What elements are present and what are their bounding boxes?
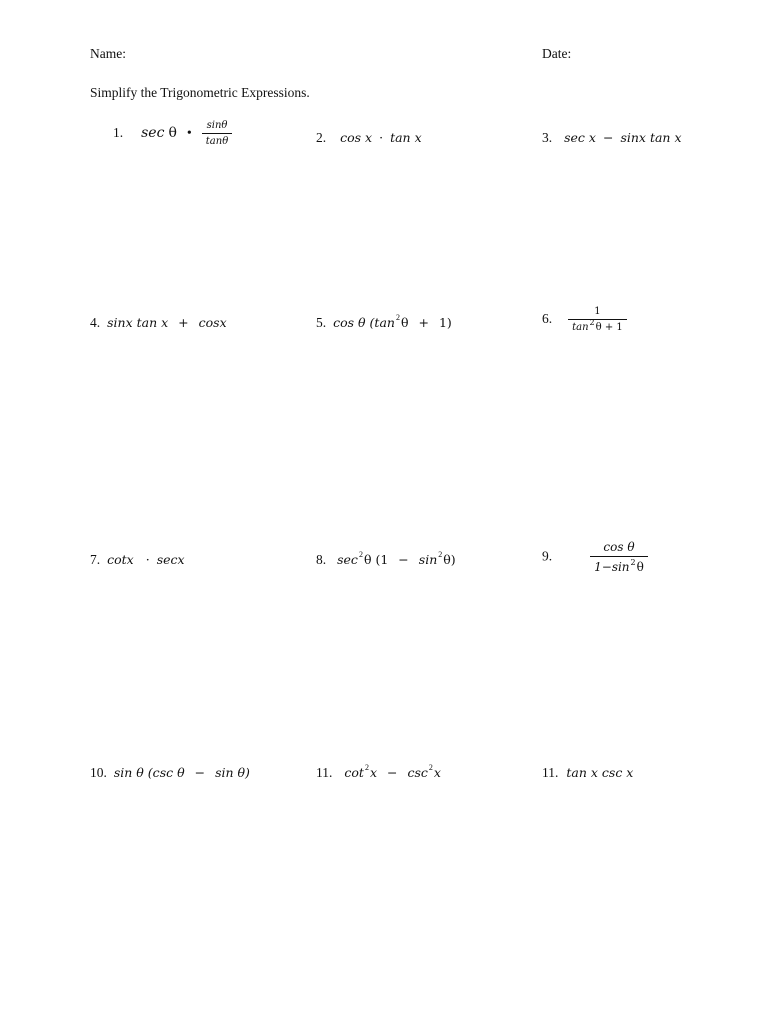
problem-9 xyxy=(542,540,648,574)
problem-number: 3. xyxy=(542,130,553,145)
problem-number: 2. xyxy=(316,130,327,145)
problem-3: 3. sec x − sinx tan x xyxy=(542,130,682,145)
fraction: $\frac{1}{\tan^2\theta + 1}$ xyxy=(568,306,627,333)
date-label: Date: xyxy=(542,46,572,61)
problem-12: 11. tan x csc x xyxy=(542,765,634,780)
problem-number: 6. xyxy=(542,311,553,327)
problem-number: 1. xyxy=(113,125,124,141)
problem-2: 2. cos x · tan x xyxy=(316,130,422,145)
instructions: Simplify the Trigonometric Expressions. xyxy=(90,85,310,100)
problem-5: 5. cos θ $(\tan^2\theta + 1)$ xyxy=(316,313,452,330)
fraction: $\frac{\text{cos θ}}{1-\sin^2\theta}$ xyxy=(590,540,648,574)
problem-10: 10. sin θ (csc θ − sin θ) xyxy=(90,765,250,780)
problem-8: 8. $\sec^2\theta$ $(1 - \sin^2\theta)$ xyxy=(316,550,456,567)
bullet-operator: • xyxy=(186,126,192,142)
problem-number: 9. xyxy=(542,548,553,564)
problem-number: 11. xyxy=(542,765,559,780)
name-label: Name: xyxy=(90,46,126,61)
problem-number: 11. xyxy=(316,765,333,780)
problem-11: 11. $\cot^2x - \csc^2x$ xyxy=(316,763,441,780)
problem-number: 10. xyxy=(90,765,107,780)
problem-number: 5. xyxy=(316,315,327,330)
fraction: $\frac{\sin\theta}{\tan\theta}$ xyxy=(202,120,232,147)
problem-number: 8. xyxy=(316,552,327,567)
problem-6 xyxy=(542,306,627,333)
problem-number: 4. xyxy=(90,315,101,330)
problem-number: 7. xyxy=(90,552,101,567)
problem-4: 4. sinx tan x + cosx xyxy=(90,315,227,330)
problem-7: 7. cotx · secx xyxy=(90,552,185,567)
problem-1: 1. sec θ • $\frac{\sin\theta}{\tan\theta}$ xyxy=(113,120,232,147)
